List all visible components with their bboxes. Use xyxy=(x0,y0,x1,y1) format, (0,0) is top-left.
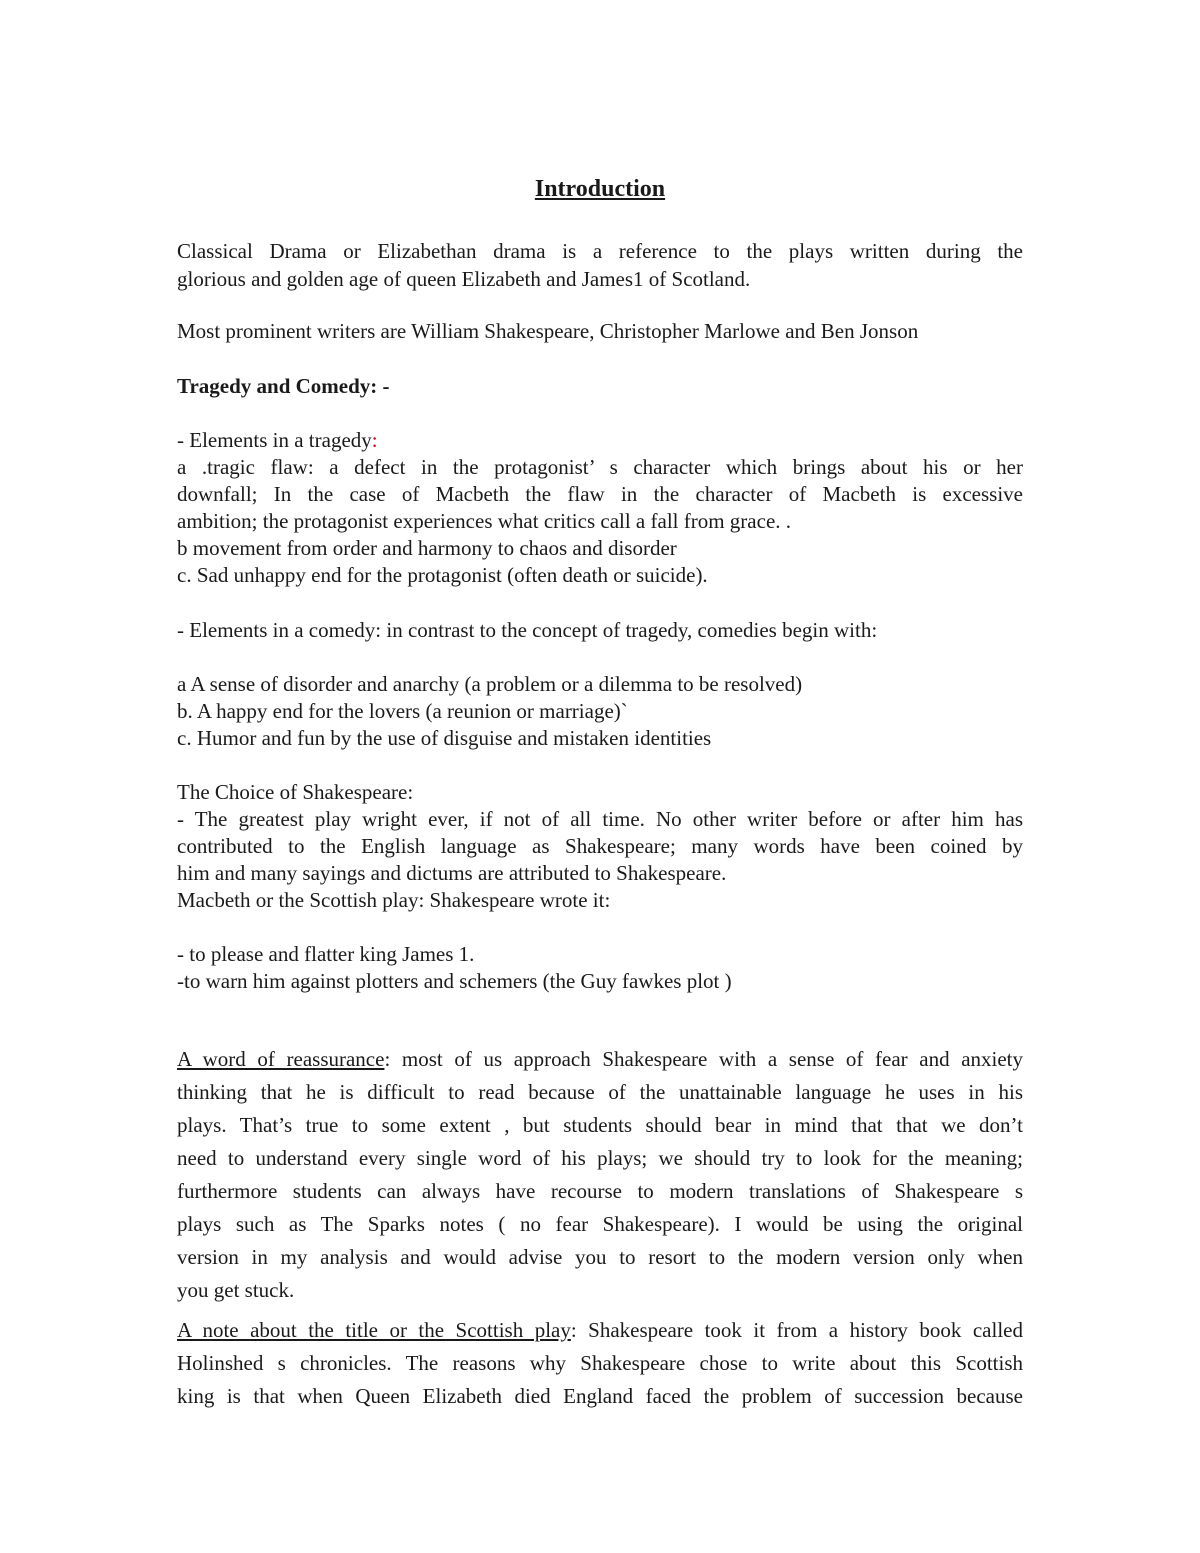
title-note-line-1-text: : Shakespeare took it from a history book called xyxy=(570,1318,1023,1342)
reassurance-line-3: plays. That’s true to some extent , but students should bear in mind that that we don’t xyxy=(177,1113,1023,1137)
tragedy-elements-label: - Elements in a tragedy xyxy=(177,428,372,452)
choice-line-3: him and many sayings and dictums are attributed to Shakespeare. xyxy=(177,861,727,885)
choice-line-1: - The greatest play wright ever, if not of all time. No other writer before or after him has xyxy=(177,807,1023,831)
tragedy-a-line-1: a .tragic flaw: a defect in the protagonist’ s character which brings about his or her xyxy=(177,455,1023,479)
title-note-line-2: Holinshed s chronicles. The reasons why Shakespeare chose to write about this Scottish xyxy=(177,1351,1023,1375)
reassurance-line-5: furthermore students can always have recourse to modern translations of Shakespeare s xyxy=(177,1179,1023,1203)
intro-writers: Most prominent writers are William Shakespeare, Christopher Marlowe and Ben Jonson xyxy=(177,319,919,343)
page-title: Introduction xyxy=(534,176,666,202)
tragedy-c: c. Sad unhappy end for the protagonist (often death or suicide). xyxy=(177,563,708,587)
reassurance-line-7: version in my analysis and would advise you to resort to the modern version only when xyxy=(177,1245,1023,1269)
reassurance-label: A word of reassurance xyxy=(177,1047,385,1071)
reassurance-line-6: plays such as The Sparks notes ( no fear Shakespeare). I would be using the original xyxy=(177,1212,1023,1236)
comedy-elements-heading: - Elements in a comedy: in contrast to the concept of tragedy, comedies begin with: xyxy=(177,618,878,642)
title-note-line-3: king is that when Queen Elizabeth died England faced the problem of succession because xyxy=(177,1384,1023,1408)
tragedy-b: b movement from order and harmony to chaos and disorder xyxy=(177,536,677,560)
reassurance-line-8: you get stuck. xyxy=(177,1278,295,1302)
tragedy-a-line-3: ambition; the protagonist experiences what critics call a fall from grace. . xyxy=(177,509,792,533)
choice-heading: The Choice of Shakespeare: xyxy=(177,780,414,804)
tragedy-elements-colon: : xyxy=(371,428,378,452)
intro-line-2: glorious and golden age of queen Elizabeth and James1 of Scotland. xyxy=(177,267,751,291)
tragedy-a-line-2: downfall; In the case of Macbeth the flaw in the character of Macbeth is excessive xyxy=(177,482,1023,506)
comedy-b: b. A happy end for the lovers (a reunion or marriage)` xyxy=(177,699,628,723)
reassurance-line-2: thinking that he is difficult to read because of the unattainable language he uses in his xyxy=(177,1080,1023,1104)
tragedy-comedy-heading: Tragedy and Comedy: - xyxy=(177,374,390,398)
choice-line-4: Macbeth or the Scottish play: Shakespeare wrote it: xyxy=(177,888,611,912)
intro-line-1: Classical Drama or Elizabethan drama is a reference to the plays written during the xyxy=(177,239,1023,263)
tragedy-elements-heading xyxy=(177,427,378,453)
comedy-c: c. Humor and fun by the use of disguise and mistaken identities xyxy=(177,726,712,750)
choice-line-2: contributed to the English language as Shakespeare; many words have been coined by xyxy=(177,834,1023,858)
reassurance-line-4: need to understand every single word of his plays; we should try to look for the meaning; xyxy=(177,1146,1023,1170)
title-note-label: A note about the title or the Scottish play xyxy=(177,1318,571,1342)
choice-line-5: - to please and flatter king James 1. xyxy=(177,942,475,966)
reassurance-line-1 xyxy=(177,1046,1023,1072)
reassurance-line-1-text: : most of us approach Shakespeare with a sense of fear and anxiety xyxy=(384,1047,1023,1071)
title-note-line-1 xyxy=(177,1317,1023,1343)
comedy-a: a A sense of disorder and anarchy (a problem or a dilemma to be resolved) xyxy=(177,672,803,696)
choice-line-6: -to warn him against plotters and schemers (the Guy fawkes plot ) xyxy=(177,969,732,993)
